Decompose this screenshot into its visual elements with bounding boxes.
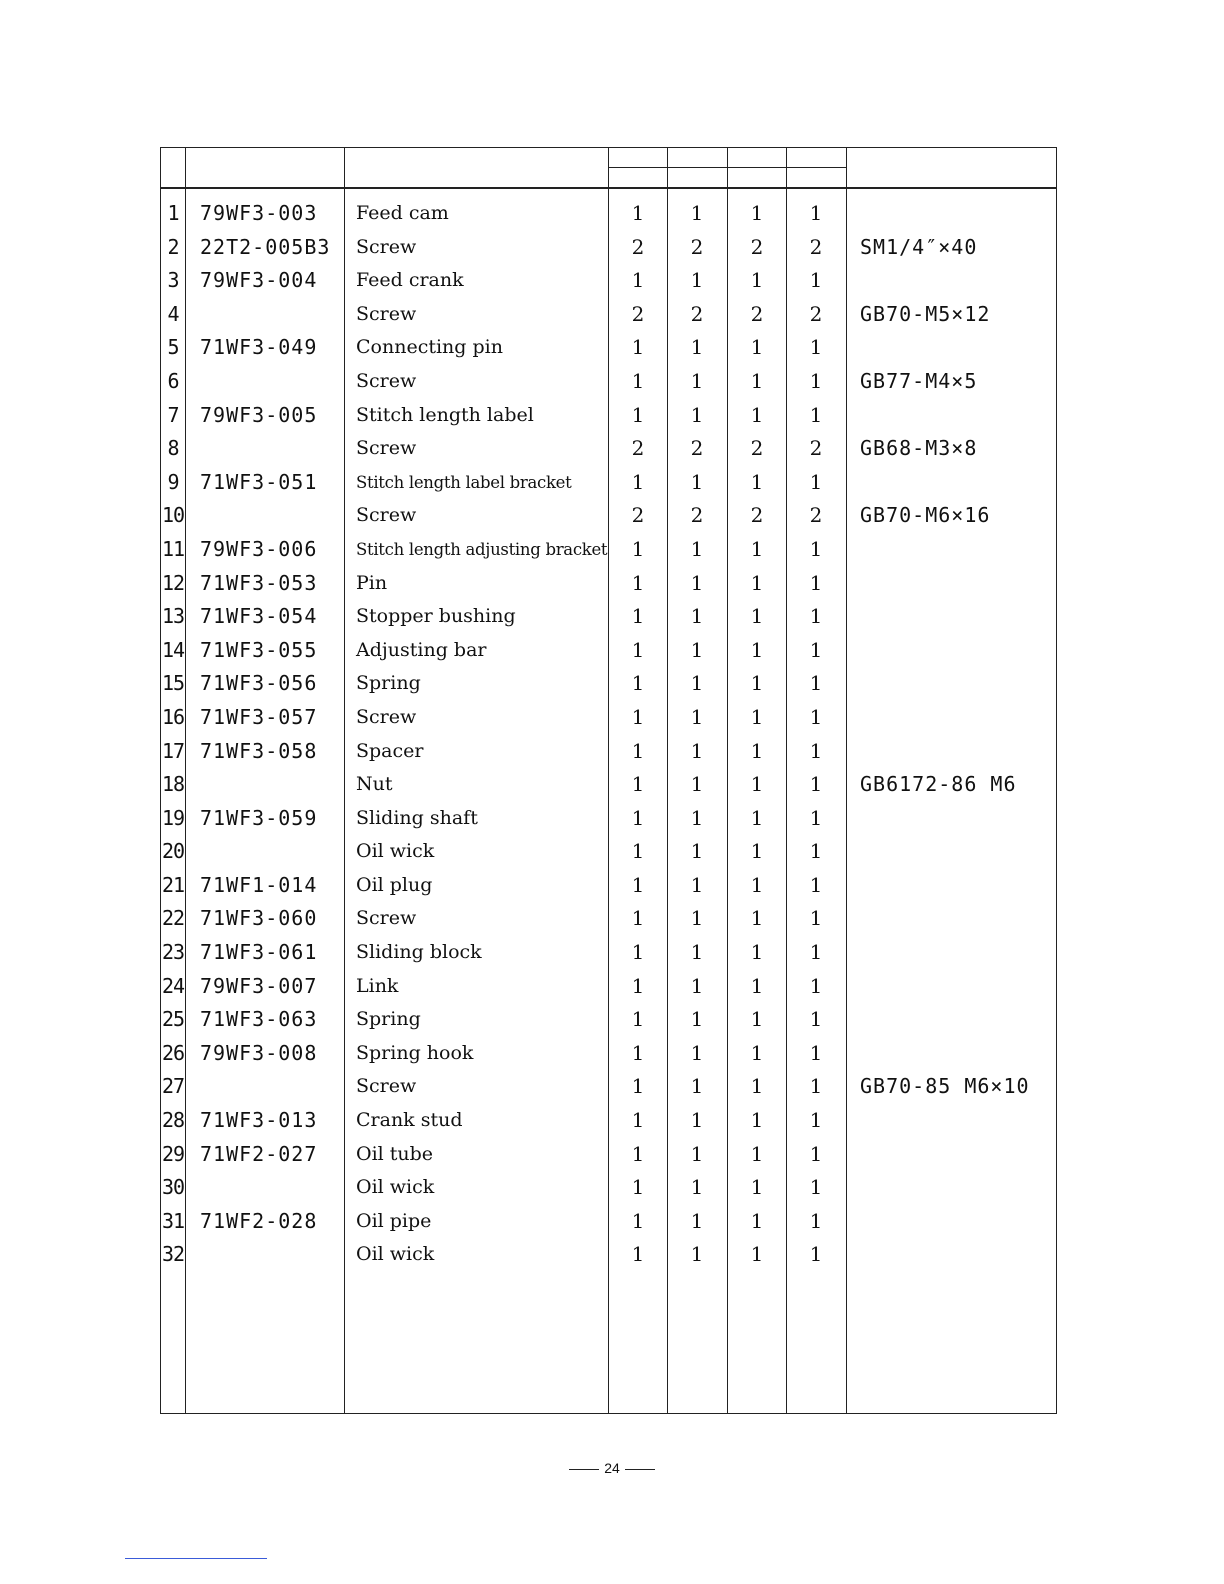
row-part-no: 71WF3-049 (200, 335, 318, 360)
row-description: Feed crank (356, 269, 464, 292)
row-no: 11 (161, 536, 185, 561)
row-qty-2: 1 (690, 973, 704, 998)
row-qty-4: 1 (809, 1141, 823, 1166)
table-row (0, 1205, 1224, 1239)
row-description: Spring (356, 672, 421, 695)
row-qty-1: 2 (631, 301, 645, 326)
row-qty-2: 1 (690, 1074, 704, 1099)
row-no: 28 (161, 1108, 185, 1133)
table-row (0, 701, 1224, 735)
row-qty-2: 1 (690, 1141, 704, 1166)
row-qty-1: 1 (631, 1208, 645, 1233)
row-description: Screw (356, 705, 417, 728)
row-qty-3: 1 (750, 772, 764, 797)
row-qty-3: 1 (750, 604, 764, 629)
row-qty-3: 1 (750, 536, 764, 561)
row-qty-3: 1 (750, 570, 764, 595)
row-part-no: 71WF3-063 (200, 1007, 318, 1032)
row-no: 26 (161, 1040, 185, 1065)
row-qty-1: 1 (631, 805, 645, 830)
bottom-rule (125, 1558, 267, 1559)
table-row (0, 466, 1224, 500)
row-part-no: 71WF3-061 (200, 940, 318, 965)
row-description: Oil wick (356, 840, 435, 863)
row-qty-4: 1 (809, 604, 823, 629)
row-no: 21 (161, 872, 185, 897)
row-qty-3: 1 (750, 738, 764, 763)
table-row (0, 1003, 1224, 1037)
row-qty-2: 2 (690, 503, 704, 528)
table-row (0, 533, 1224, 567)
row-qty-4: 1 (809, 772, 823, 797)
row-part-no: 71WF3-054 (200, 604, 318, 629)
row-description: Adjusting bar (356, 638, 487, 661)
row-qty-1: 1 (631, 1175, 645, 1200)
row-part-no: 79WF3-004 (200, 268, 318, 293)
row-qty-1: 1 (631, 738, 645, 763)
row-qty-2: 2 (690, 234, 704, 259)
row-part-no: 71WF3-058 (200, 738, 318, 763)
row-part-no: 79WF3-005 (200, 402, 318, 427)
row-no: 7 (167, 402, 179, 427)
row-no: 18 (161, 772, 185, 797)
row-qty-1: 1 (631, 1040, 645, 1065)
table-row (0, 970, 1224, 1004)
row-qty-2: 1 (690, 201, 704, 225)
row-description: Oil tube (356, 1142, 434, 1165)
row-no: 17 (161, 738, 185, 763)
row-qty-4: 1 (809, 1175, 823, 1200)
row-qty-3: 2 (750, 503, 764, 528)
row-qty-2: 1 (690, 839, 704, 864)
table-row (0, 264, 1224, 298)
row-qty-2: 1 (690, 1208, 704, 1233)
row-part-no: 79WF3-007 (200, 973, 318, 998)
table-row (0, 1238, 1224, 1272)
row-qty-4: 1 (809, 570, 823, 595)
row-qty-4: 1 (809, 906, 823, 931)
row-qty-2: 1 (690, 536, 704, 561)
row-description: Connecting pin (356, 336, 503, 359)
row-qty-1: 1 (631, 536, 645, 561)
row-remarks: GB77-M4×5 (860, 368, 978, 393)
table-row (0, 936, 1224, 970)
footer-dash-right (625, 1469, 655, 1470)
row-qty-4: 1 (809, 1208, 823, 1233)
row-qty-4: 1 (809, 671, 823, 696)
row-qty-2: 1 (690, 637, 704, 662)
row-qty-1: 1 (631, 940, 645, 965)
row-no: 29 (161, 1141, 185, 1166)
row-qty-2: 1 (690, 738, 704, 763)
row-description: Stitch length label bracket (356, 472, 572, 492)
row-qty-2: 1 (690, 671, 704, 696)
row-part-no: 71WF1-014 (200, 872, 318, 897)
row-part-no: 71WF3-060 (200, 906, 318, 931)
row-no: 31 (161, 1208, 185, 1233)
row-remarks: GB70-M6×16 (860, 503, 991, 528)
row-qty-1: 2 (631, 503, 645, 528)
row-qty-4: 1 (809, 839, 823, 864)
row-description: Spring hook (356, 1041, 474, 1064)
row-description: Stopper bushing (356, 605, 516, 628)
table-row (0, 231, 1224, 265)
row-qty-1: 1 (631, 1007, 645, 1032)
row-qty-4: 1 (809, 872, 823, 897)
row-qty-1: 1 (631, 906, 645, 931)
row-qty-4: 1 (809, 940, 823, 965)
row-qty-2: 1 (690, 704, 704, 729)
row-no: 25 (161, 1007, 185, 1032)
row-qty-4: 1 (809, 268, 823, 293)
row-no: 4 (167, 301, 179, 326)
row-description: Oil plug (356, 873, 433, 896)
row-part-no: 71WF3-055 (200, 637, 318, 662)
row-qty-3: 1 (750, 1175, 764, 1200)
row-qty-3: 1 (750, 1040, 764, 1065)
row-qty-1: 1 (631, 604, 645, 629)
row-qty-2: 1 (690, 1108, 704, 1133)
row-qty-4: 1 (809, 1074, 823, 1099)
row-part-no: 71WF2-028 (200, 1208, 318, 1233)
row-part-no: 71WF3-051 (200, 469, 318, 494)
page-footer (0, 1460, 1224, 1476)
row-qty-3: 1 (750, 368, 764, 393)
row-qty-2: 2 (690, 436, 704, 461)
row-part-no: 71WF2-027 (200, 1141, 318, 1166)
row-qty-1: 1 (631, 1141, 645, 1166)
row-qty-4: 1 (809, 469, 823, 494)
table-row (0, 902, 1224, 936)
row-qty-3: 1 (750, 201, 764, 225)
row-part-no: 71WF3-057 (200, 704, 318, 729)
row-qty-3: 1 (750, 1007, 764, 1032)
row-remarks: GB70-85 M6×10 (860, 1074, 1030, 1099)
row-no: 9 (167, 469, 179, 494)
table-row (0, 600, 1224, 634)
row-description: Screw (356, 235, 417, 258)
row-description: Screw (356, 1075, 417, 1098)
row-qty-3: 1 (750, 671, 764, 696)
row-remarks: GB68-M3×8 (860, 436, 978, 461)
row-qty-2: 2 (690, 301, 704, 326)
row-qty-2: 1 (690, 268, 704, 293)
row-qty-2: 1 (690, 772, 704, 797)
table-row (0, 432, 1224, 466)
row-qty-4: 1 (809, 637, 823, 662)
table-row (0, 1138, 1224, 1172)
page-number: 24 (604, 1460, 620, 1476)
row-description: Nut (356, 773, 393, 796)
row-description: Pin (356, 571, 388, 594)
row-qty-4: 1 (809, 1040, 823, 1065)
row-qty-2: 1 (690, 805, 704, 830)
row-qty-4: 2 (809, 436, 823, 461)
row-qty-2: 1 (690, 1040, 704, 1065)
row-qty-2: 1 (690, 1007, 704, 1032)
table-row (0, 869, 1224, 903)
row-no: 3 (167, 268, 179, 293)
row-description: Screw (356, 437, 417, 460)
row-qty-3: 1 (750, 1242, 764, 1267)
row-part-no: 22T2-005B3 (200, 234, 331, 259)
row-qty-3: 1 (750, 906, 764, 931)
table-row (0, 1171, 1224, 1205)
table-row (0, 768, 1224, 802)
row-qty-4: 2 (809, 301, 823, 326)
table-row (0, 735, 1224, 769)
row-description: Stitch length adjusting bracket (356, 539, 608, 559)
row-qty-1: 1 (631, 1108, 645, 1133)
row-qty-2: 1 (690, 604, 704, 629)
row-qty-1: 1 (631, 671, 645, 696)
row-no: 19 (161, 805, 185, 830)
header-bottom-rule (160, 187, 1057, 189)
row-no: 20 (161, 839, 185, 864)
row-description: Spacer (356, 739, 424, 762)
row-description: Oil wick (356, 1176, 435, 1199)
row-qty-3: 2 (750, 301, 764, 326)
row-qty-4: 1 (809, 368, 823, 393)
row-qty-1: 1 (631, 335, 645, 360)
row-description: Crank stud (356, 1109, 463, 1132)
row-qty-3: 1 (750, 469, 764, 494)
row-qty-2: 1 (690, 335, 704, 360)
row-qty-4: 1 (809, 805, 823, 830)
row-part-no: 79WF3-003 (200, 201, 318, 225)
table-row (0, 1070, 1224, 1104)
row-qty-4: 1 (809, 1007, 823, 1032)
row-qty-3: 1 (750, 1074, 764, 1099)
row-description: Stitch length label (356, 403, 534, 426)
row-qty-2: 1 (690, 906, 704, 931)
row-description: Screw (356, 504, 417, 527)
row-qty-1: 1 (631, 973, 645, 998)
table-row (0, 365, 1224, 399)
row-qty-4: 1 (809, 1242, 823, 1267)
row-no: 16 (161, 704, 185, 729)
row-qty-1: 2 (631, 234, 645, 259)
row-qty-4: 2 (809, 503, 823, 528)
row-qty-3: 1 (750, 973, 764, 998)
row-qty-1: 1 (631, 1242, 645, 1267)
row-qty-1: 2 (631, 436, 645, 461)
row-qty-3: 1 (750, 940, 764, 965)
row-qty-3: 1 (750, 704, 764, 729)
table-row (0, 1037, 1224, 1071)
row-qty-2: 1 (690, 402, 704, 427)
row-qty-2: 1 (690, 469, 704, 494)
row-remarks: GB6172-86 M6 (860, 772, 1017, 797)
row-no: 15 (161, 671, 185, 696)
row-qty-3: 1 (750, 872, 764, 897)
row-description: Spring (356, 1008, 421, 1031)
row-qty-1: 1 (631, 872, 645, 897)
row-qty-4: 1 (809, 335, 823, 360)
table-row (0, 802, 1224, 836)
row-qty-3: 1 (750, 268, 764, 293)
row-no: 13 (161, 604, 185, 629)
table-row (0, 835, 1224, 869)
row-no: 2 (167, 234, 179, 259)
row-qty-3: 1 (750, 805, 764, 830)
row-qty-1: 1 (631, 570, 645, 595)
row-qty-4: 1 (809, 973, 823, 998)
row-qty-3: 1 (750, 1141, 764, 1166)
row-remarks: GB70-M5×12 (860, 301, 991, 326)
row-no: 12 (161, 570, 185, 595)
table-row (0, 331, 1224, 365)
row-qty-1: 1 (631, 704, 645, 729)
row-description: Screw (356, 302, 417, 325)
row-qty-2: 1 (690, 570, 704, 595)
row-qty-1: 1 (631, 1074, 645, 1099)
row-qty-4: 1 (809, 402, 823, 427)
quantity-header-divider (608, 167, 846, 168)
row-qty-3: 2 (750, 436, 764, 461)
row-no: 30 (161, 1175, 185, 1200)
row-part-no: 71WF3-056 (200, 671, 318, 696)
row-qty-1: 1 (631, 201, 645, 225)
table-row (0, 634, 1224, 668)
row-no: 6 (167, 368, 179, 393)
row-remarks: SM1/4″×40 (860, 234, 978, 259)
table-row (0, 399, 1224, 433)
row-qty-1: 1 (631, 772, 645, 797)
row-part-no: 79WF3-006 (200, 536, 318, 561)
row-no: 5 (167, 335, 179, 360)
row-description: Screw (356, 369, 417, 392)
row-part-no: 71WF3-053 (200, 570, 318, 595)
row-description: Oil pipe (356, 1209, 432, 1232)
row-description: Oil wick (356, 1243, 435, 1266)
table-row (0, 1104, 1224, 1138)
table-row (0, 298, 1224, 332)
row-qty-2: 1 (690, 1175, 704, 1200)
row-description: Feed cam (356, 202, 449, 224)
parts-table-body (0, 197, 1224, 1272)
row-qty-3: 1 (750, 1108, 764, 1133)
row-qty-1: 1 (631, 637, 645, 662)
table-row (0, 667, 1224, 701)
row-qty-4: 2 (809, 234, 823, 259)
row-no: 1 (167, 201, 179, 225)
footer-dash-left (569, 1469, 599, 1470)
table-row (0, 499, 1224, 533)
row-no: 32 (161, 1242, 185, 1267)
table-row (0, 567, 1224, 601)
row-qty-1: 1 (631, 268, 645, 293)
row-qty-3: 1 (750, 1208, 764, 1233)
row-qty-1: 1 (631, 469, 645, 494)
row-description: Sliding block (356, 941, 482, 964)
row-qty-3: 1 (750, 335, 764, 360)
row-no: 22 (161, 906, 185, 931)
row-description: Link (356, 974, 399, 997)
row-no: 23 (161, 940, 185, 965)
row-qty-1: 1 (631, 402, 645, 427)
row-qty-4: 1 (809, 201, 823, 225)
row-qty-3: 1 (750, 402, 764, 427)
row-qty-2: 1 (690, 1242, 704, 1267)
row-part-no: 79WF3-008 (200, 1040, 318, 1065)
row-no: 14 (161, 637, 185, 662)
row-description: Screw (356, 907, 417, 930)
row-qty-2: 1 (690, 940, 704, 965)
row-qty-3: 2 (750, 234, 764, 259)
table-row (0, 197, 1224, 231)
row-qty-3: 1 (750, 637, 764, 662)
row-no: 8 (167, 436, 179, 461)
row-qty-4: 1 (809, 536, 823, 561)
row-part-no: 71WF3-013 (200, 1108, 318, 1133)
row-no: 24 (161, 973, 185, 998)
row-qty-3: 1 (750, 839, 764, 864)
row-qty-4: 1 (809, 704, 823, 729)
row-qty-1: 1 (631, 368, 645, 393)
row-description: Sliding shaft (356, 806, 478, 829)
row-qty-1: 1 (631, 839, 645, 864)
row-qty-2: 1 (690, 368, 704, 393)
row-no: 10 (161, 503, 185, 528)
row-qty-4: 1 (809, 1108, 823, 1133)
row-part-no: 71WF3-059 (200, 805, 318, 830)
row-qty-2: 1 (690, 872, 704, 897)
row-no: 27 (161, 1074, 185, 1099)
row-qty-4: 1 (809, 738, 823, 763)
